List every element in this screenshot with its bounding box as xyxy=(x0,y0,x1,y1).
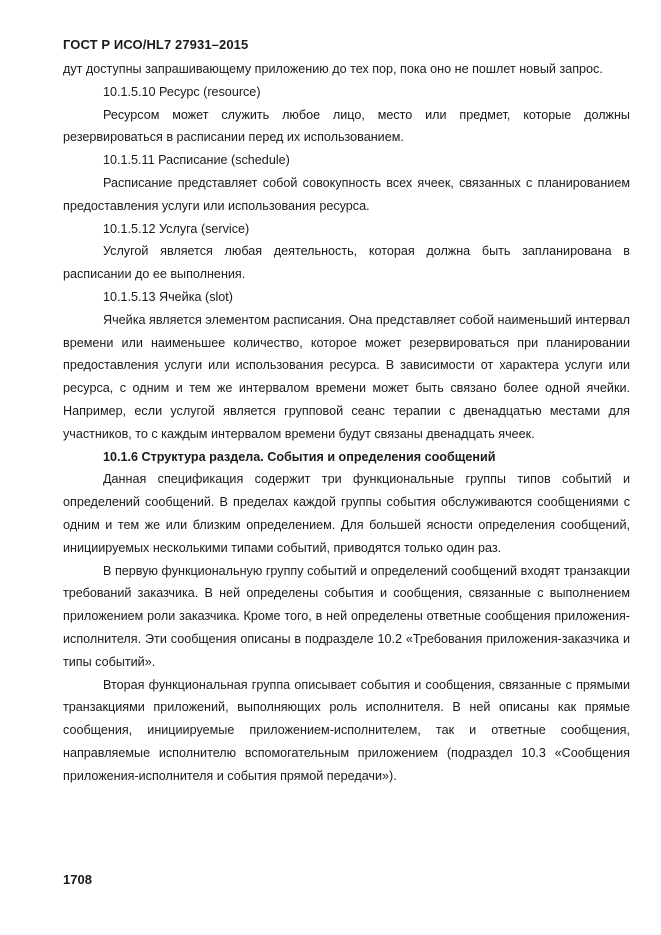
term-heading-schedule: 10.1.5.11 Расписание (schedule) xyxy=(103,153,290,168)
body-paragraph: Ячейка является элементом расписания. Она представляет собой наименьший интервал времени или наименьшее количество, которое может резервироваться при планировании предоставления услуги или использования ресурса. В зависимости от характера услуги или ресурса, с одним и тем же интервалом времени может быть связано более одной ячейки. Например, если услугой является групповой сеанс терапии с двенадцатью местами для участников, то с каждым интервалом времени будут связаны двенадцать ячеек. xyxy=(63,312,630,441)
term-heading-resource: 10.1.5.10 Ресурс (resource) xyxy=(103,84,261,99)
body-paragraph: Расписание представляет собой совокупность всех ячеек, связанных с планированием предоставления услуги или использования ресурса. xyxy=(63,175,630,213)
body-paragraph: Услугой является любая деятельность, которая должна быть запланирована в расписании до ее выполнения. xyxy=(63,244,630,282)
document-body xyxy=(63,58,630,788)
document-code-header: ГОСТ Р ИСО/HL7 27931–2015 xyxy=(63,37,249,52)
body-paragraph: Ресурсом может служить любое лицо, место или предмет, которые должны резервироваться в расписании перед их использованием. xyxy=(63,107,630,145)
body-paragraph: Данная спецификация содержит три функциональные группы типов событий и определений сообщений. В пределах каждой группы события обслуживаются сообщениями с одним и тем же или близким определением. Для большей ясности определения сообщений, инициируемых несколькими типами событий, приводятся только один раз. xyxy=(63,472,630,555)
page-number: 1708 xyxy=(63,872,92,887)
term-heading-service: 10.1.5.12 Услуга (service) xyxy=(103,221,250,236)
body-paragraph: Вторая функциональная группа описывает события и сообщения, связанные с прямыми транзакциями приложений, выполняющих роль исполнителя. В ней описаны как прямые сообщения, инициируемые приложением-исполнителем, так и ответные сообщения, направляемые исполнителю вспомогательным приложением (подраздел 10.3 «Сообщения приложения-исполнителя и события прямой передачи»). xyxy=(63,677,630,783)
continuation-paragraph: дут доступны запрашивающему приложению до тех пор, пока оно не пошлет новый запрос. xyxy=(63,62,603,76)
section-heading: 10.1.6 Структура раздела. События и определения сообщений xyxy=(103,449,496,464)
term-heading-slot: 10.1.5.13 Ячейка (slot) xyxy=(103,289,233,304)
body-paragraph: В первую функциональную группу событий и определений сообщений входят транзакции требований заказчика. В ней определены события и сообщения, связанные с выполнением приложением роли заказчика. Кроме того, в ней определены ответные сообщения приложения-исполнителя. Эти сообщения описаны в подразделе 10.2 «Требования приложения-заказчика и типы событий». xyxy=(63,563,630,669)
